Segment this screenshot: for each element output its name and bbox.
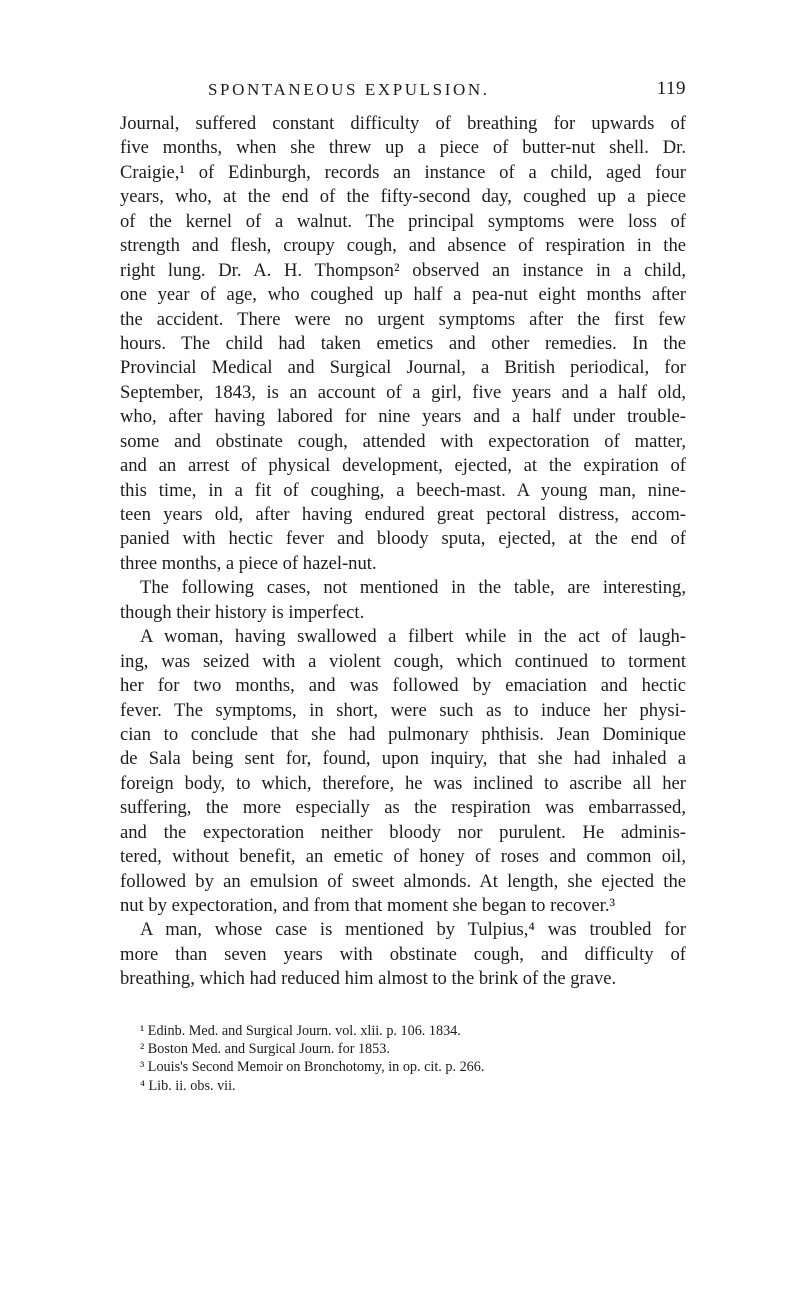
text-line: years, who, at the end of the fifty-second day, coughed up a piece [120,186,686,208]
text-line: A man, whose case is mentioned by Tulpius,⁴ was troubled for [140,919,686,941]
text-line: Provincial Medical and Surgical Journal, a British periodical, for [120,357,686,379]
text-line: The following cases, not mentioned in the table, are interesting, [140,577,686,599]
text-line: one year of age, who coughed up half a pea-nut eight months after [120,284,686,306]
footnote: ⁴ Lib. ii. obs. vii. [140,1077,236,1094]
text-line: foreign body, to which, therefore, he was inclined to ascribe all her [120,772,686,794]
text-line: her for two months, and was followed by emaciation and hectic [120,675,686,697]
page-number: 119 [656,78,686,99]
footnote: ² Boston Med. and Surgical Journ. for 1853. [140,1041,390,1058]
text-line: ing, was seized with a violent cough, which continued to torment [120,650,686,672]
text-line: though their history is imperfect. [120,601,365,623]
text-line: some and obstinate cough, attended with expectoration of matter, [120,430,686,452]
footnote: ³ Louis's Second Memoir on Bronchotomy, in op. cit. p. 266. [140,1059,485,1076]
text-line: A woman, having swallowed a filbert while in the act of laugh- [140,626,686,648]
text-line: three months, a piece of hazel-nut. [120,552,377,574]
text-line: of the kernel of a walnut. The principal symptoms were loss of [120,210,686,232]
text-line: teen years old, after having endured great pectoral distress, accom- [120,504,686,525]
text-line: cian to conclude that she had pulmonary phthisis. Jean Dominique [120,723,686,745]
text-line: Journal, suffered constant difficulty of breathing for upwards of [120,113,686,134]
text-line: strength and flesh, croupy cough, and absence of respiration in the [120,235,686,257]
text-line: followed by an emulsion of sweet almonds. At length, she ejected the [120,870,686,892]
text-line: the accident. There were no urgent symptoms after the first few [120,308,686,330]
footnote: ¹ Edinb. Med. and Surgical Journ. vol. xlii. p. 106. 1834. [140,1023,461,1039]
text-line: who, after having labored for nine years and a half under trouble- [120,406,686,428]
text-line: five months, when she threw up a piece of butter-nut shell. Dr. [120,137,686,159]
text-line: de Sala being sent for, found, upon inquiry, that she had inhaled a [120,748,686,770]
text-line: right lung. Dr. A. H. Thompson² observed an instance in a child, [120,259,686,281]
footnotes [140,1022,686,1095]
text-line: September, 1843, is an account of a girl, five years and a half old, [120,381,686,403]
text-line: nut by expectoration, and from that moment she began to recover.³ [120,895,616,916]
running-title: SPONTANEOUS EXPULSION. [208,80,490,99]
text-line: and an arrest of physical development, ejected, at the expiration of [120,455,686,477]
text-line: suffering, the more especially as the respiration was embarrassed, [120,797,686,819]
text-line: hours. The child had taken emetics and other remedies. In the [120,332,686,354]
text-line: panied with hectic fever and bloody sputa, ejected, at the end of [120,528,686,550]
running-head [118,80,686,106]
text-line: tered, without benefit, an emetic of honey of roses and common oil, [120,846,686,868]
text-line: breathing, which had reduced him almost to the brink of the grave. [120,968,617,990]
text-line: more than seven years with obstinate cough, and difficulty of [120,943,686,965]
text-line: Craigie,¹ of Edinburgh, records an instance of a child, aged four [120,161,686,183]
text-line: this time, in a fit of coughing, a beech-mast. A young man, nine- [120,479,686,501]
text-line: fever. The symptoms, in short, were such as to induce her physi- [120,699,686,721]
body-text [120,112,686,992]
text-line: and the expectoration neither bloody nor purulent. He adminis- [120,821,686,843]
